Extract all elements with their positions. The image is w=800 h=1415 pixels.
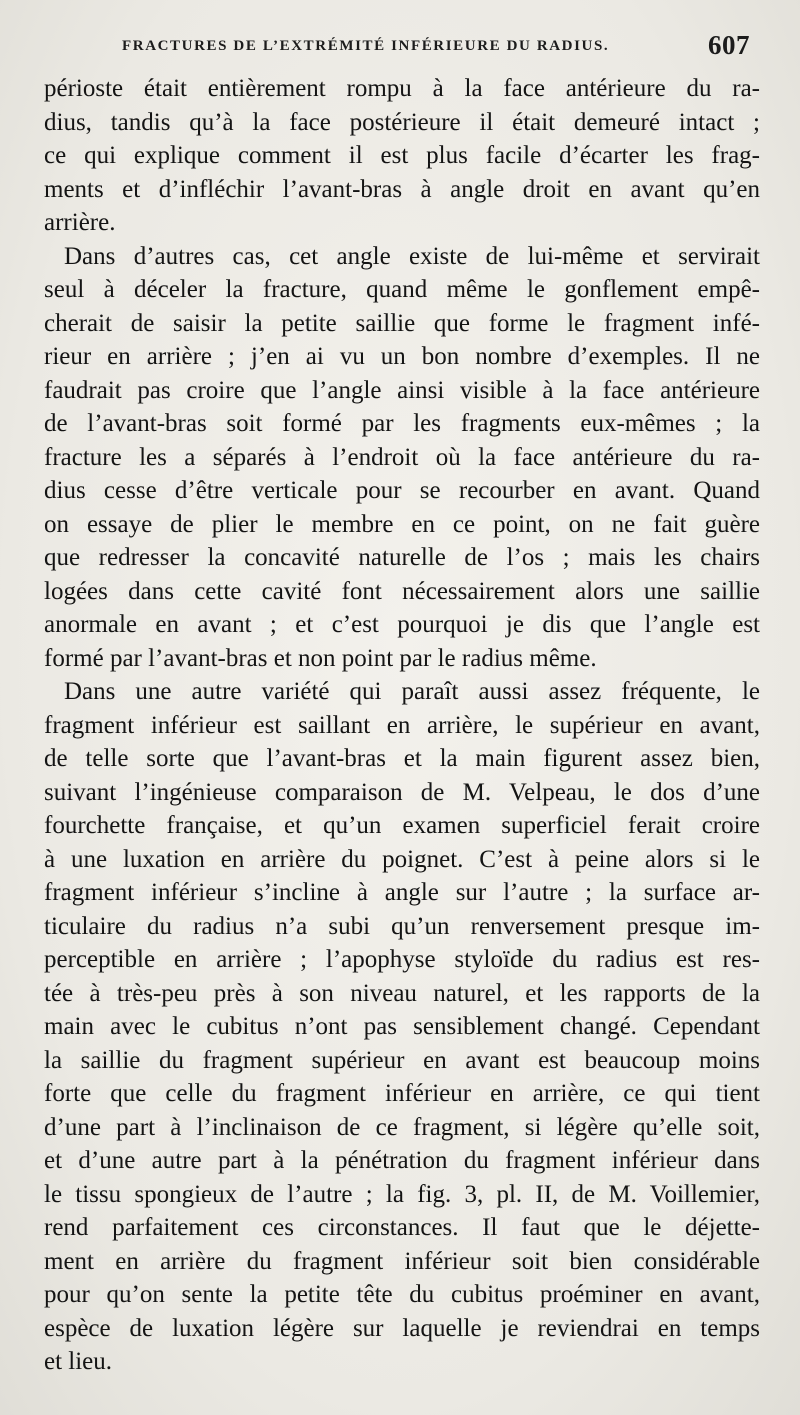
paragraph bbox=[44, 240, 760, 676]
text-line: arrière. bbox=[44, 209, 116, 236]
text-line: forte que celle du fragment inférieur en arrière, ce qui tient bbox=[44, 1080, 760, 1107]
text-line: suivant l’ingénieuse comparaison de M. Velpeau, le dos d’une bbox=[44, 778, 760, 806]
text-line: fragment inférieur s’incline à angle sur l’autre ; la surface ar- bbox=[44, 879, 760, 906]
text-line: dius cesse d’être verticale pour se recourber en avant. Quand bbox=[44, 477, 760, 504]
page-header bbox=[46, 30, 750, 70]
text-line: la saillie du fragment supérieur en avant est beaucoup moins bbox=[44, 1046, 760, 1074]
text-line: Dans une autre variété qui paraît aussi assez fréquente, le bbox=[64, 678, 760, 705]
paragraph bbox=[44, 72, 760, 240]
text-line: tée à très-peu près à son niveau naturel, et les rapports de la bbox=[44, 979, 760, 1007]
text-line: d’une part à l’inclinaison de ce fragment, si légère qu’elle soit, bbox=[44, 1113, 760, 1141]
page-number: 607 bbox=[708, 30, 750, 60]
text-line: ment en arrière du fragment inférieur soit bien considérable bbox=[44, 1247, 760, 1275]
text-line: on essaye de plier le membre en ce point, on ne fait guère bbox=[44, 510, 760, 538]
text-line: rend parfaitement ces circonstances. Il faut que le déjette- bbox=[44, 1214, 760, 1241]
text-line: que redresser la concavité naturelle de l’os ; mais les chairs bbox=[44, 544, 760, 571]
text-line: ce qui explique comment il est plus facile d’écarter les frag- bbox=[44, 142, 760, 169]
text-line: ments et d’infléchir l’avant-bras à angle droit en avant qu’en bbox=[44, 175, 760, 203]
text-line: anormale en avant ; et c’est pourquoi je dis que l’angle est bbox=[44, 611, 760, 638]
text-line: ticulaire du radius n’a subi qu’un renversement presque im- bbox=[44, 912, 760, 940]
text-line: cherait de saisir la petite saillie que forme le fragment infé- bbox=[44, 309, 760, 337]
running-head: FRACTURES DE L’EXTRÉMITÉ INFÉRIEURE DU RADIUS. bbox=[122, 38, 610, 54]
text-line: Dans d’autres cas, cet angle existe de lui-même et servirait bbox=[64, 242, 760, 270]
text-line: périoste était entièrement rompu à la face antérieure du ra- bbox=[44, 75, 760, 102]
text-line: formé par l’avant-bras et non point par le radius même. bbox=[44, 644, 597, 672]
text-line: pour qu’on sente la petite tête du cubitus proéminer en avant, bbox=[44, 1281, 760, 1308]
text-line: logées dans cette cavité font nécessairement alors une saillie bbox=[44, 577, 760, 605]
text-line: à une luxation en arrière du poignet. C’est à peine alors si le bbox=[44, 845, 760, 873]
text-line: main avec le cubitus n’ont pas sensiblement changé. Cependant bbox=[44, 1013, 760, 1040]
text-line: le tissu spongieux de l’autre ; la fig. 3, pl. II, de M. Voillemier, bbox=[44, 1180, 760, 1208]
text-line: et d’une autre part à la pénétration du fragment inférieur dans bbox=[44, 1147, 760, 1174]
text-line: seul à déceler la fracture, quand même le gonflement empê- bbox=[44, 276, 760, 303]
text-line: de l’avant-bras soit formé par les fragments eux-mêmes ; la bbox=[44, 410, 760, 437]
text-line: fracture les a séparés à l’endroit où la face antérieure du ra- bbox=[44, 443, 760, 471]
text-line: faudrait pas croire que l’angle ainsi visible à la face antérieure bbox=[44, 376, 760, 404]
body-text bbox=[44, 72, 760, 1379]
text-line: dius, tandis qu’à la face postérieure il était demeuré intact ; bbox=[44, 108, 760, 136]
text-line: et lieu. bbox=[44, 1348, 113, 1375]
text-line: de telle sorte que l’avant-bras et la main figurent assez bien, bbox=[44, 745, 760, 772]
text-line: perceptible en arrière ; l’apophyse styloïde du radius est res- bbox=[44, 946, 760, 973]
paragraph bbox=[44, 675, 760, 1379]
text-line: rieur en arrière ; j’en ai vu un bon nombre d’exemples. Il ne bbox=[44, 343, 760, 370]
text-line: fragment inférieur est saillant en arrière, le supérieur en avant, bbox=[44, 711, 760, 739]
text-line: fourchette française, et qu’un examen superficiel ferait croire bbox=[44, 812, 760, 839]
text-line: espèce de luxation légère sur laquelle je reviendrai en temps bbox=[44, 1314, 760, 1342]
